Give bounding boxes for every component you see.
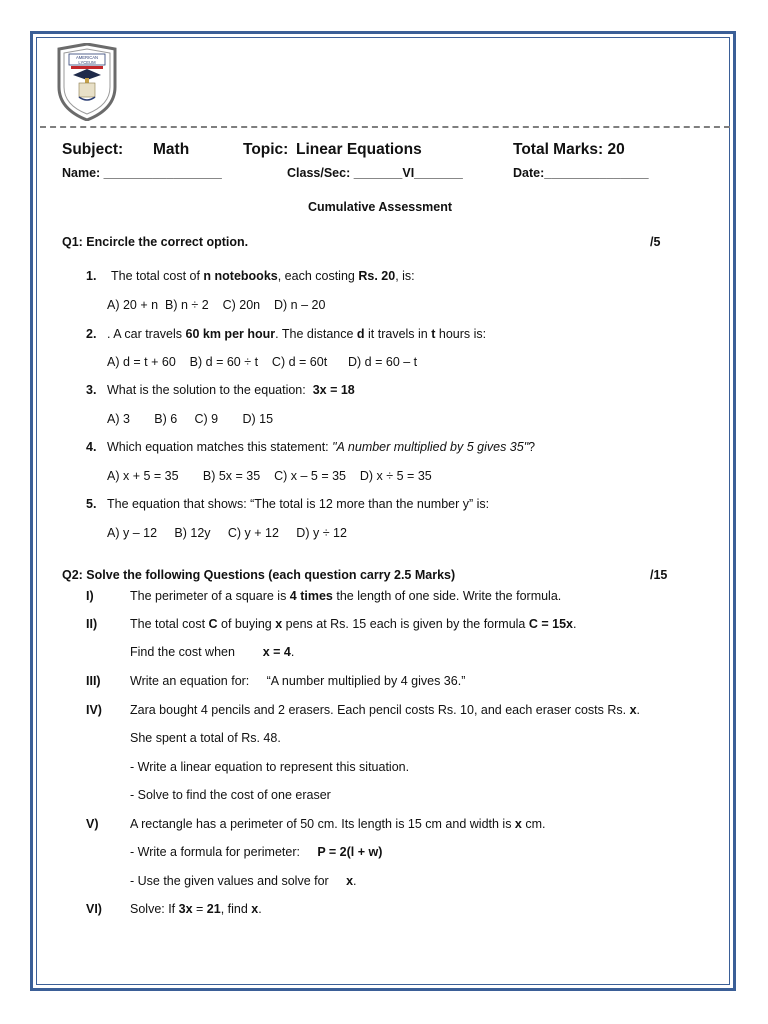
q1-item-number: 3.	[86, 383, 97, 397]
q2-item-number: IV)	[86, 703, 102, 717]
q2-item-number: II)	[86, 617, 98, 631]
date-field: Date:_______________	[513, 166, 649, 180]
q1-item-number: 4.	[86, 440, 97, 454]
subject-label: Subject:	[62, 141, 124, 158]
q2-item-text: Write an equation for: “A number multiplied by 4 gives 36.”	[130, 674, 466, 688]
q2-item-text: The perimeter of a square is 4 times the length of one side. Write the formula.	[130, 589, 562, 603]
q2-title: Q2: Solve the following Questions (each question carry 2.5 Marks)	[62, 568, 456, 582]
topic-value: Linear Equations	[296, 141, 422, 158]
q2-item-text: - Solve to find the cost of one eraser	[130, 788, 331, 802]
q2-item-number: III)	[86, 674, 101, 688]
school-logo	[55, 43, 119, 121]
q1-marks: /5	[650, 235, 661, 249]
q1-item-number: 5.	[86, 497, 97, 511]
q1-item-options: A) y – 12 B) 12y C) y + 12 D) y ÷ 12	[107, 526, 347, 540]
q1-item-options: A) x + 5 = 35 B) 5x = 35 C) x – 5 = 35 D) x ÷ 5 = 35	[107, 469, 432, 483]
q1-item-options: A) d = t + 60 B) d = 60 ÷ t C) d = 60t D) d = 60 – t	[107, 355, 418, 369]
q2-item-text: The total cost C of buying x pens at Rs. 15 each is given by the formula C = 15x.	[130, 617, 577, 631]
q1-item-question: Which equation matches this statement: "A number multiplied by 5 gives 35"?	[107, 440, 536, 454]
q2-item-text: - Write a formula for perimeter: P = 2(l + w)	[130, 845, 383, 859]
svg-text:AMERICAN: AMERICAN	[75, 55, 99, 60]
total-marks: Total Marks: 20	[513, 141, 625, 158]
q1-item-options: A) 20 + n B) n ÷ 2 C) 20n D) n – 20	[107, 298, 326, 312]
topic-label: Topic:	[243, 141, 289, 158]
q1-item-number: 1.	[86, 269, 97, 283]
q1-title: Q1: Encircle the correct option.	[62, 235, 249, 249]
q2-item-number: VI)	[86, 902, 102, 916]
svg-text:LYCEUM: LYCEUM	[78, 60, 96, 65]
q2-item-text: Solve: If 3x = 21, find x.	[130, 902, 262, 916]
q2-item-text: - Write a linear equation to represent this situation.	[130, 760, 410, 774]
q1-item-number: 2.	[86, 327, 97, 341]
q2-item-number: V)	[86, 817, 99, 831]
q2-item-text: Find the cost when x = 4.	[130, 645, 295, 659]
q2-marks: /15	[650, 568, 668, 582]
q1-item-question: What is the solution to the equation: 3x = 18	[107, 383, 355, 397]
class-field: Class/Sec: _______VI_______	[287, 166, 463, 180]
name-field: Name: _________________	[62, 166, 222, 180]
q2-item-text: She spent a total of Rs. 48.	[130, 731, 281, 745]
q1-item-question: The equation that shows: “The total is 12 more than the number y” is:	[107, 497, 490, 511]
q1-item-question: . A car travels 60 km per hour. The distance d it travels in t hours is:	[107, 327, 487, 341]
q1-item-question: The total cost of n notebooks, each costing Rs. 20, is:	[111, 269, 415, 283]
q1-item-options: A) 3 B) 6 C) 9 D) 15	[107, 412, 274, 426]
assessment-title: Cumulative Assessment	[308, 200, 453, 214]
q2-item-number: I)	[86, 589, 94, 603]
q2-item-text: - Use the given values and solve for x.	[130, 874, 357, 888]
subject-value: Math	[153, 141, 190, 158]
q2-item-text: A rectangle has a perimeter of 50 cm. Its length is 15 cm and width is x cm.	[130, 817, 546, 831]
q2-item-text: Zara bought 4 pencils and 2 erasers. Each pencil costs Rs. 10, and each eraser costs Rs. x.	[130, 703, 641, 717]
header-divider	[40, 126, 730, 128]
